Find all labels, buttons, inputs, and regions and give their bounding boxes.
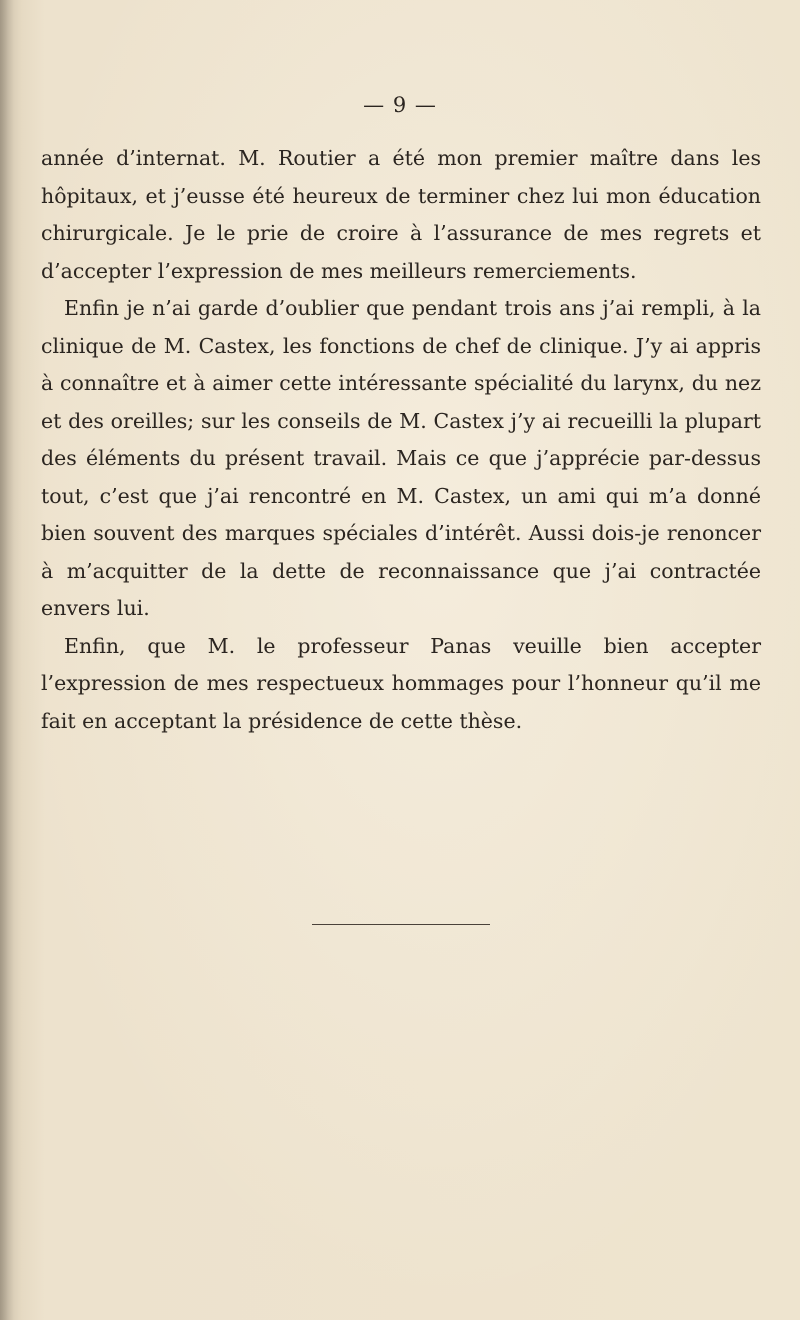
- paragraph-1: année d’internat. M. Routier a été mon premier maître dans les hôpitaux, et j’eusse été heureux de terminer chez lui mon éducation chirurgicale. Je le prie de croire à l’assurance de mes regrets et d’accepter l’expression de mes meilleurs remerciements.: [41, 146, 761, 283]
- binding-edge-shadow: [0, 0, 14, 1320]
- paragraph-2: Enfin je n’ai garde d’oublier que pendant trois ans j’ai rempli, à la clinique de M. Castex, les fonctions de chef de clinique. J’y ai appris à connaître et à aimer cette intéressante spécialité du larynx, du nez et des oreilles; sur les conseils de M. Castex j’y ai recueilli la plupart des éléments du présent travail. Mais ce que j’apprécie par-dessus tout, c’est que j’ai rencontré en M. Castex, un ami qui m’a donné bien souvent des marques spéciales d’intérêt. Aussi dois-je renoncer à m’acquitter de la dette de reconnaissance que j’ai contractée envers lui.: [41, 296, 761, 620]
- paragraph-3: Enfin, que M. le professeur Panas veuille bien accepter l’expression de mes respectueux hommages pour l’honneur qu’il me fait en acceptant la présidence de cette thèse.: [41, 633, 761, 733]
- section-end-rule: [312, 924, 490, 925]
- page-number: — 9 —: [363, 93, 437, 117]
- body-text: [41, 140, 761, 740]
